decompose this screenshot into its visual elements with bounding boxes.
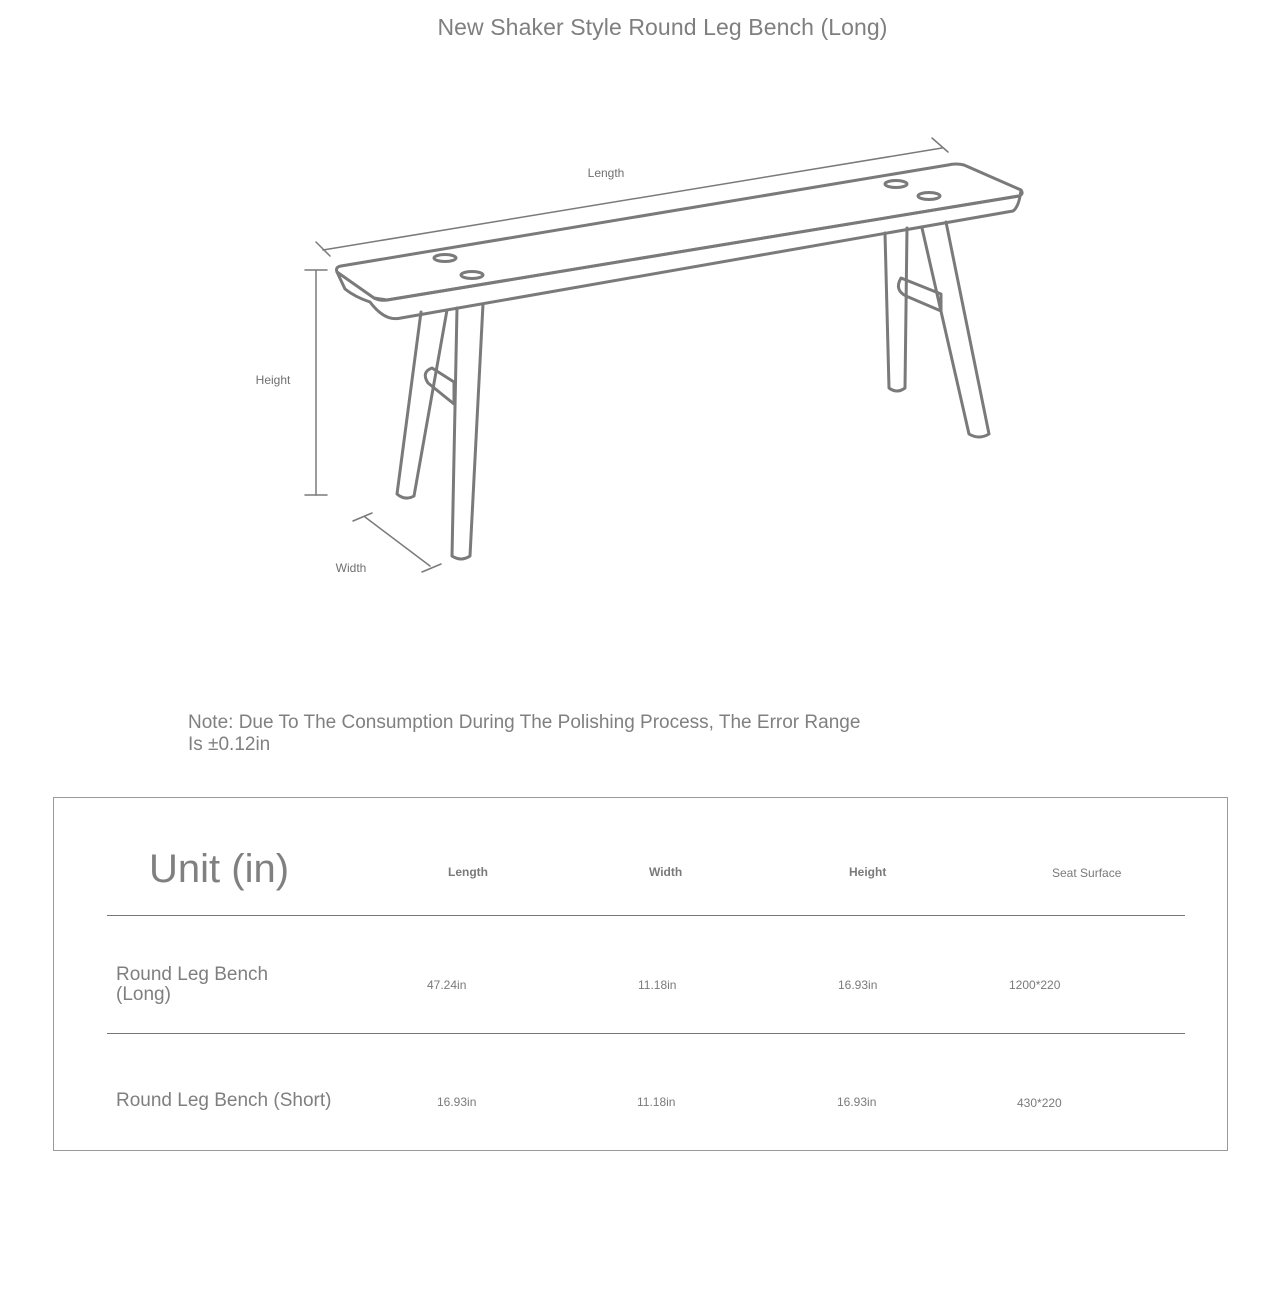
row-name-long: Round Leg Bench (Long) [116,964,269,1005]
tolerance-note: Note: Due To The Consumption During The Polishing Process, The Error Range Is ±0.12in [188,712,861,755]
row-long-length: 47.24in [427,978,467,992]
row-short-width: 11.18in [637,1095,676,1109]
header-seat-surface: Seat Surface [1052,866,1122,880]
back-legs [885,222,989,437]
height-label: Height [255,373,291,387]
bench-seat [337,164,1023,319]
front-legs [397,304,483,559]
specification-table [53,797,1228,1151]
table-divider [107,1033,1185,1034]
length-label: Length [587,166,625,180]
header-width: Width [649,865,683,879]
header-height: Height [849,865,887,879]
header-length: Length [448,865,488,879]
width-label: Width [335,561,367,575]
unit-label: Unit (in) [149,847,290,891]
row-short-seat: 430*220 [1017,1096,1062,1110]
row-long-seat: 1200*220 [1009,978,1061,992]
row-long-height: 16.93in [838,978,878,992]
row-long-width: 11.18in [638,978,677,992]
row-short-length: 16.93in [437,1095,477,1109]
height-dimension [305,270,327,495]
row-short-height: 16.93in [837,1095,877,1109]
row-name-short: Round Leg Bench (Short) [116,1090,332,1111]
table-divider [107,915,1185,916]
page-title: New Shaker Style Round Leg Bench (Long) [437,14,888,40]
